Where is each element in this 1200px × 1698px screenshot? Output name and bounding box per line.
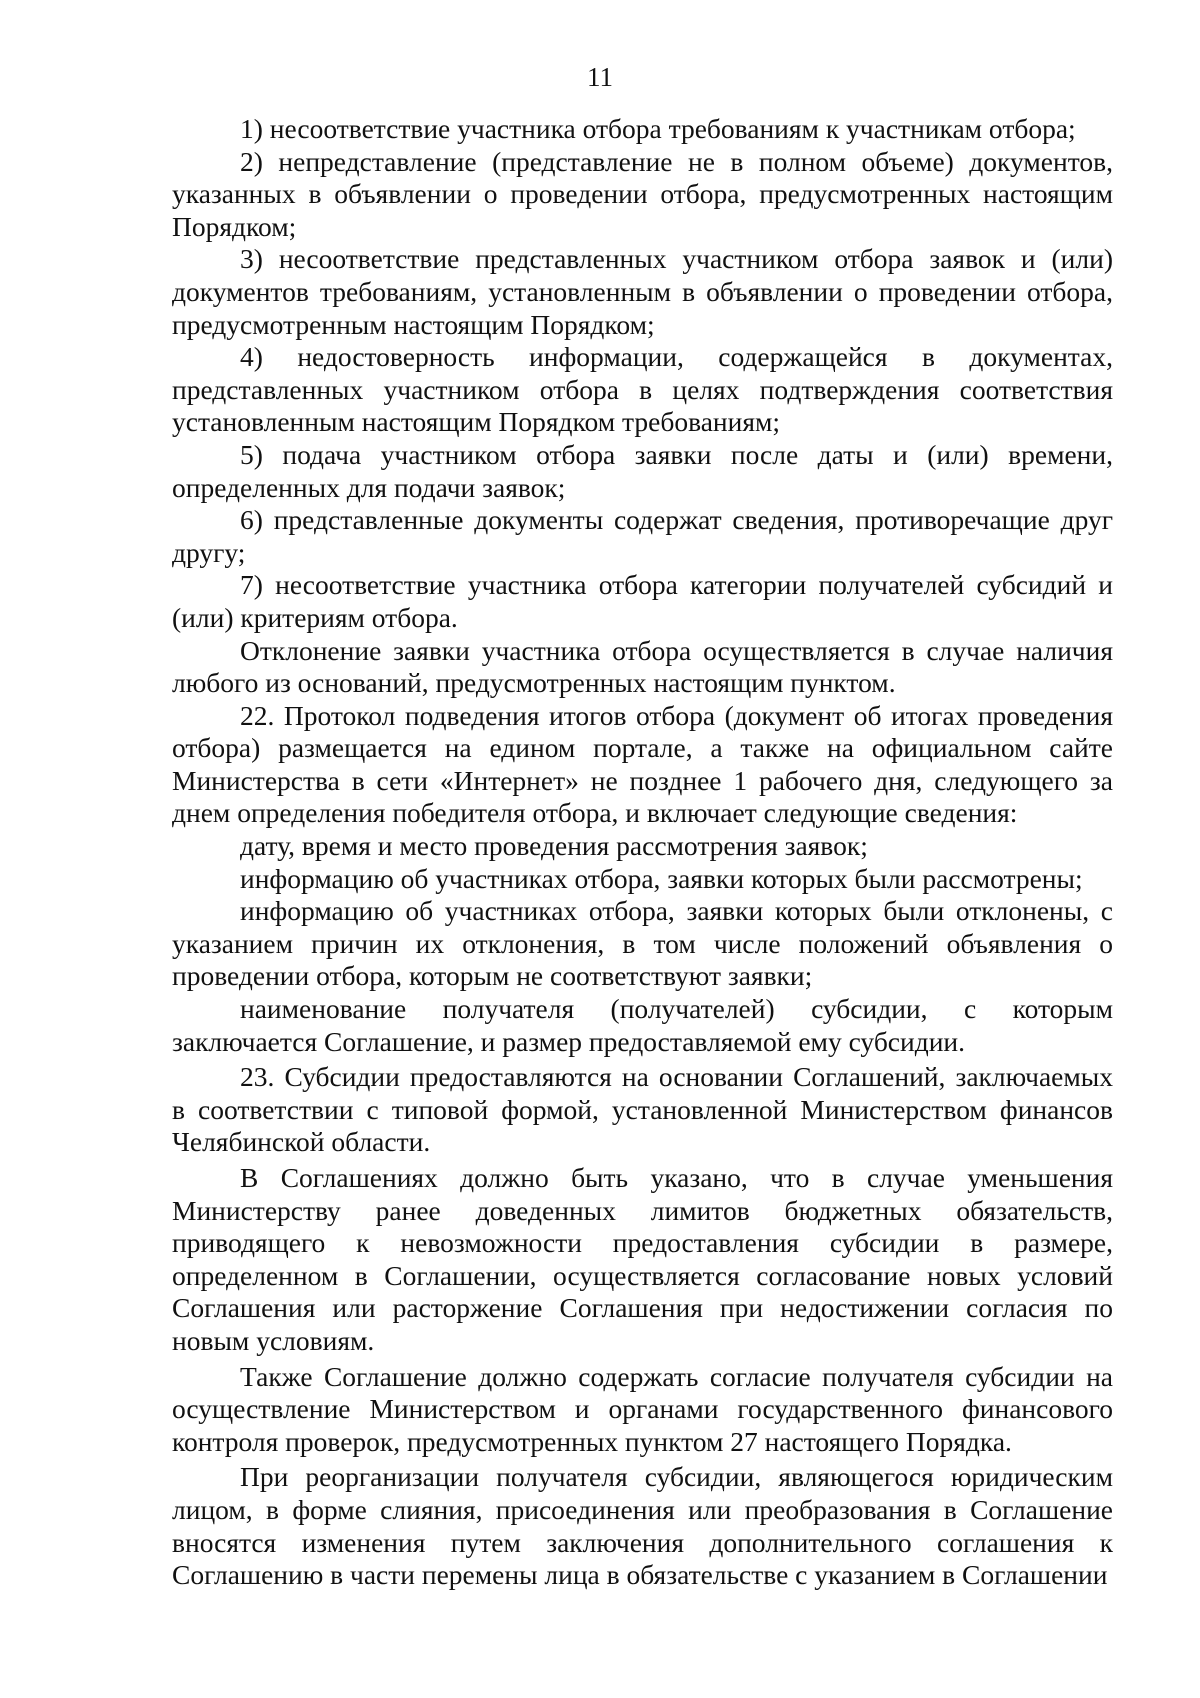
paragraph-3: 3) несоответствие представленных участником отбора заявок и (или) документов требованиям, установленным в объявлении о проведении отбора, предусмотренным настоящим Порядком; [172, 243, 1113, 340]
paragraph-reorganization: При реорганизации получателя субсидии, являющегося юридическим лицом, в форме слияния, присоединения или преобразования в Соглашение вносятся изменения путем заключения дополнительного соглашения к Соглашению в части перемены лица в обязательстве с указанием в Соглашении [172, 1461, 1113, 1591]
paragraph-consent: Также Соглашение должно содержать согласие получателя субсидии на осуществление Министерством и органами государственного финансового контроля проверок, предусмотренных пунктом 27 настоящего Порядка. [172, 1360, 1113, 1457]
paragraph-5: 5) подача участником отбора заявки после даты и (или) времени, определенных для подачи заявок; [172, 438, 1113, 503]
paragraph-22-item-date: дату, время и место проведения рассмотрения заявок; [240, 830, 868, 862]
paragraph-22-item-rejected: информацию об участниках отбора, заявки которых были отклонены, с указанием причин их отклонения, в том числе положений объявления о проведении отбора, которым не соответствуют заявки; [172, 895, 1113, 992]
paragraph-limits: В Соглашениях должно быть указано, что в случае уменьшения Министерству ранее доведенных лимитов бюджетных обязательств, приводящего к невозможности предоставления субсидии в размере, определенном в Соглашении, осуществляется согласование новых условий Соглашения или расторжение Соглашения при недостижении согласия по новым условиям. [172, 1162, 1113, 1356]
page-number: 11 [587, 62, 613, 92]
paragraph-22-item-recipient: наименование получателя (получателей) субсидии, с которым заключается Соглашение, и размер предоставляемой ему субсидии. [172, 993, 1113, 1057]
document-body [172, 113, 1113, 1592]
paragraph-1: 1) несоответствие участника отбора требованиям к участникам отбора; [240, 113, 1076, 144]
paragraph-4: 4) недостоверность информации, содержащейся в документах, представленных участником отбора в целях подтверждения соответствия установленным настоящим Порядком требованиям; [172, 341, 1113, 438]
paragraph-22-item-reviewed: информацию об участниках отбора, заявки которых были рассмотрены; [240, 862, 1083, 894]
paragraph-rejection: Отклонение заявки участника отбора осуществляется в случае наличия любого из оснований, предусмотренных настоящим пунктом. [172, 634, 1113, 699]
paragraph-7: 7) несоответствие участника отбора категории получателей субсидий и (или) критериям отбора. [172, 569, 1113, 633]
paragraph-2: 2) непредставление (представление не в полном объеме) документов, указанных в объявлении о проведении отбора, предусмотренных настоящим Порядком; [172, 145, 1113, 242]
paragraph-23: 23. Субсидии предоставляются на основании Соглашений, заключаемых в соответствии с типовой формой, установленной Министерством финансов Челябинской области. [172, 1061, 1113, 1158]
paragraph-6: 6) представленные документы содержат сведения, противоречащие друг другу; [172, 504, 1113, 568]
paragraph-22: 22. Протокол подведения итогов отбора (документ об итогах проведения отбора) размещается на едином портале, а также на официальном сайте Министерства в сети «Интернет» не позднее 1 рабочего дня, следующего за днем определения победителя отбора, и включает следующие сведения: [172, 699, 1113, 829]
